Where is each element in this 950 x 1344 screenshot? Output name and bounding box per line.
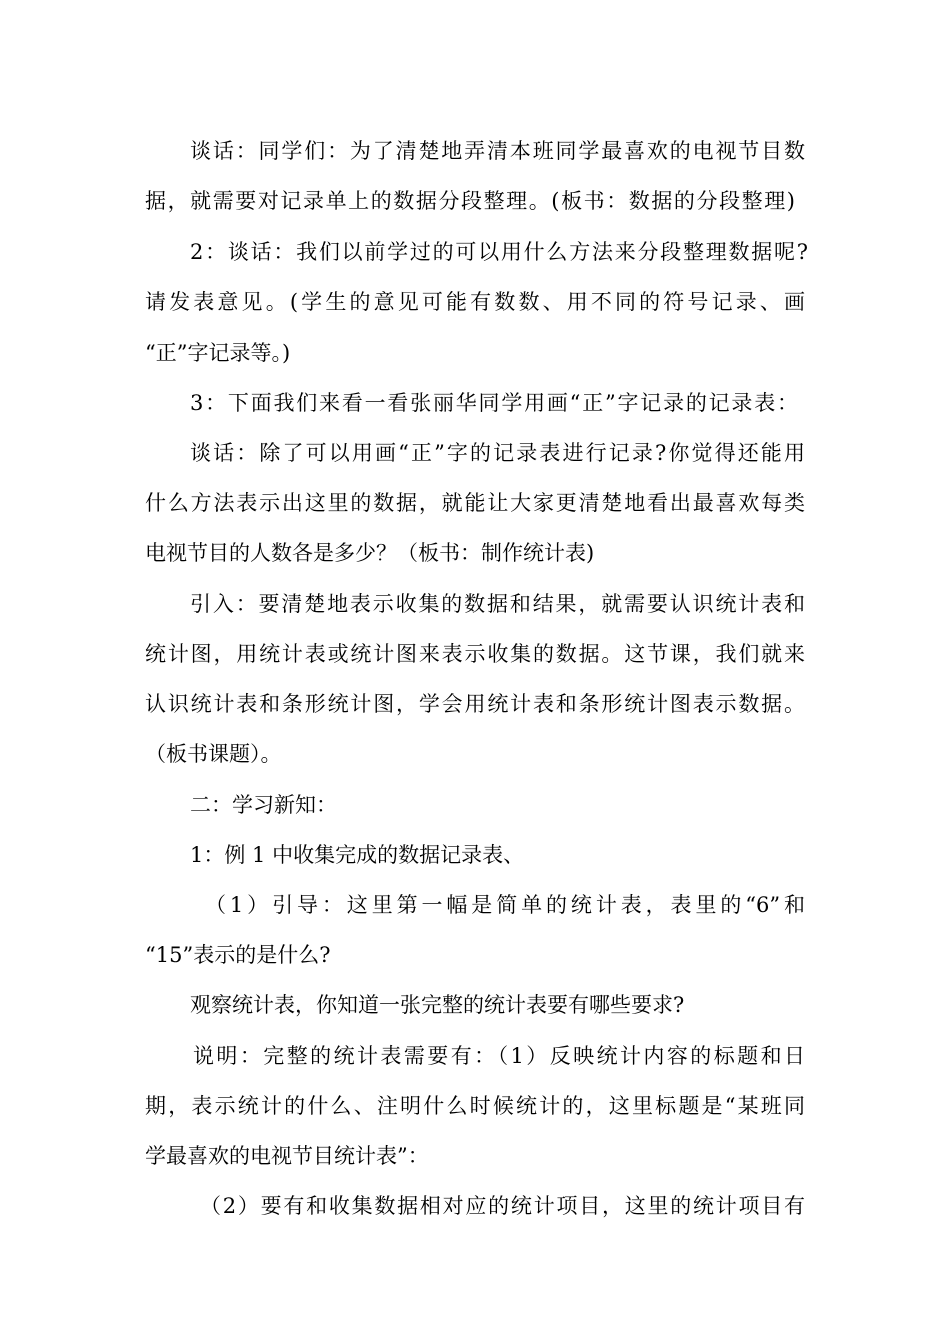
text-line-1: 谈话：同学们：为了清楚地弄清本班同学最喜欢的电视节目数 (190, 139, 805, 163)
text-line-14: 二：学习新知： (190, 793, 337, 817)
text-line-21: 学最喜欢的电视节目统计表”： (145, 1144, 429, 1168)
text-line-20: 期，表示统计的什么、注明什么时候统计的，这里标题是“某班同 (145, 1094, 805, 1118)
text-line-13: （板书课题）。 (145, 742, 282, 766)
text-line-6: 3：下面我们来看一看张丽华同学用画“正”字记录的记录表： (190, 391, 798, 415)
text-line-19: 说明：完整的统计表需要有：（1）反映统计内容的标题和日 (193, 1044, 805, 1068)
text-line-2: 据，就需要对记录单上的数据分段整理。(板书：数据的分段整理) (145, 189, 795, 213)
text-line-10: 引入：要清楚地表示收集的数据和结果，就需要认识统计表和 (190, 592, 805, 616)
text-line-7: 谈话：除了可以用画“正”字的记录表进行记录?你觉得还能用 (190, 441, 805, 465)
text-line-22: （2）要有和收集数据相对应的统计项目，这里的统计项目有 (200, 1194, 805, 1218)
text-line-15: 1：例 1 中收集完成的数据记录表、 (190, 843, 525, 867)
text-line-4: 请发表意见。(学生的意见可能有数数、用不同的符号记录、画 (145, 290, 805, 314)
text-line-9: 电视节目的人数各是多少？（板书：制作统计表) (145, 541, 595, 565)
text-line-3: 2：谈话：我们以前学过的可以用什么方法来分段整理数据呢? (190, 240, 808, 264)
text-line-18: 观察统计表，你知道一张完整的统计表要有哪些要求? (190, 993, 685, 1017)
text-line-17: “15”表示的是什么? (145, 943, 331, 967)
text-line-8: 什么方法表示出这里的数据，就能让大家更清楚地看出最喜欢每类 (145, 491, 805, 515)
text-line-5: “正”字记录等。) (145, 341, 291, 365)
text-line-12: 认识统计表和条形统计图，学会用统计表和条形统计图表示数据。 (145, 692, 805, 716)
text-line-11: 统计图，用统计表或统计图来表示收集的数据。这节课，我们就来 (145, 642, 805, 666)
text-line-16: （1）引导：这里第一幅是简单的统计表，表里的“6”和 (205, 893, 805, 917)
